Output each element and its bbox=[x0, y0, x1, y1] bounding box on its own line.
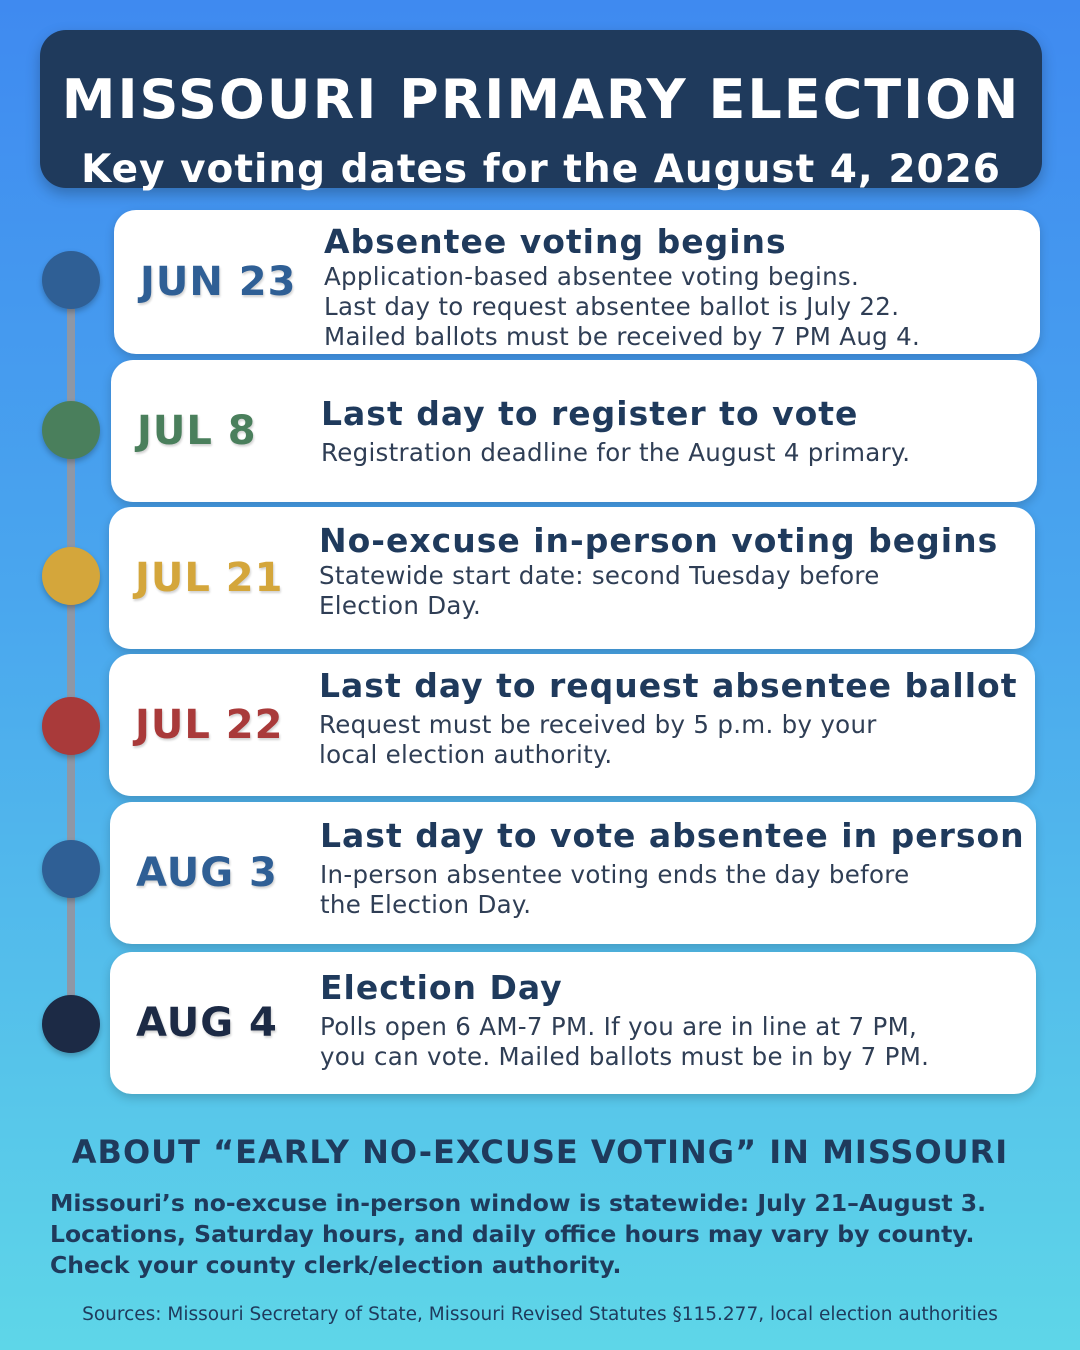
timeline-dot-aug-3 bbox=[42, 840, 100, 898]
page-subtitle: Key voting dates for the August 4, 2026 bbox=[81, 147, 1001, 192]
event-date: JUL 21 bbox=[135, 555, 284, 601]
event-description: Application-based absentee voting begins. Last day to request absentee ballot is July 22. Mailed ballots must be received by 7 PM Aug 4. bbox=[324, 262, 921, 351]
header-banner bbox=[40, 30, 1042, 192]
event-title: Last day to register to vote bbox=[321, 394, 859, 433]
timeline-line bbox=[67, 280, 75, 1025]
event-date: AUG 4 bbox=[136, 1000, 278, 1046]
timeline-dot-jul-8 bbox=[42, 401, 100, 459]
event-card-jul-21 bbox=[109, 507, 1035, 649]
about-text: Missouri’s no-excuse in-person window is statewide: July 21–August 3. Locations, Saturday hours, and daily office hours may vary by county. Check your county clerk/election authority. bbox=[50, 1189, 987, 1279]
event-description: Registration deadline for the August 4 primary. bbox=[321, 438, 911, 467]
event-date: AUG 3 bbox=[136, 850, 278, 896]
timeline-dot-jul-21 bbox=[42, 547, 100, 605]
about-heading: ABOUT “EARLY NO-EXCUSE VOTING” IN MISSOURI bbox=[71, 1133, 1009, 1171]
timeline-dot-aug-4 bbox=[42, 995, 100, 1053]
event-description: Request must be received by 5 p.m. by your local election authority. bbox=[319, 710, 877, 769]
event-title: Last day to vote absentee in person bbox=[320, 816, 1025, 855]
event-card-jul-22 bbox=[109, 654, 1035, 796]
timeline-dot-jun-23 bbox=[42, 251, 100, 309]
event-title: Last day to request absentee ballot bbox=[319, 666, 1018, 705]
event-card-jul-8 bbox=[111, 360, 1037, 502]
event-description: In-person absentee voting ends the day before the Election Day. bbox=[320, 860, 910, 919]
event-date: JUL 22 bbox=[135, 702, 284, 748]
timeline-dot-jul-22 bbox=[42, 697, 100, 755]
event-description: Statewide start date: second Tuesday before Election Day. bbox=[319, 561, 880, 620]
sources-footnote: Sources: Missouri Secretary of State, Missouri Revised Statutes §115.277, local election authorities bbox=[82, 1304, 998, 1325]
event-date: JUL 8 bbox=[137, 408, 257, 454]
event-card-aug-4 bbox=[110, 952, 1036, 1094]
event-title: Absentee voting begins bbox=[324, 222, 787, 261]
page-title: MISSOURI PRIMARY ELECTION bbox=[61, 68, 1021, 131]
event-card-aug-3 bbox=[110, 802, 1036, 944]
event-description: Polls open 6 AM-7 PM. If you are in line at 7 PM, you can vote. Mailed ballots must be in by 7 PM. bbox=[320, 1012, 930, 1071]
event-card-jun-23 bbox=[114, 210, 1040, 354]
event-title: No-excuse in-person voting begins bbox=[319, 521, 999, 560]
event-date: JUN 23 bbox=[140, 259, 297, 305]
event-title: Election Day bbox=[320, 968, 563, 1007]
